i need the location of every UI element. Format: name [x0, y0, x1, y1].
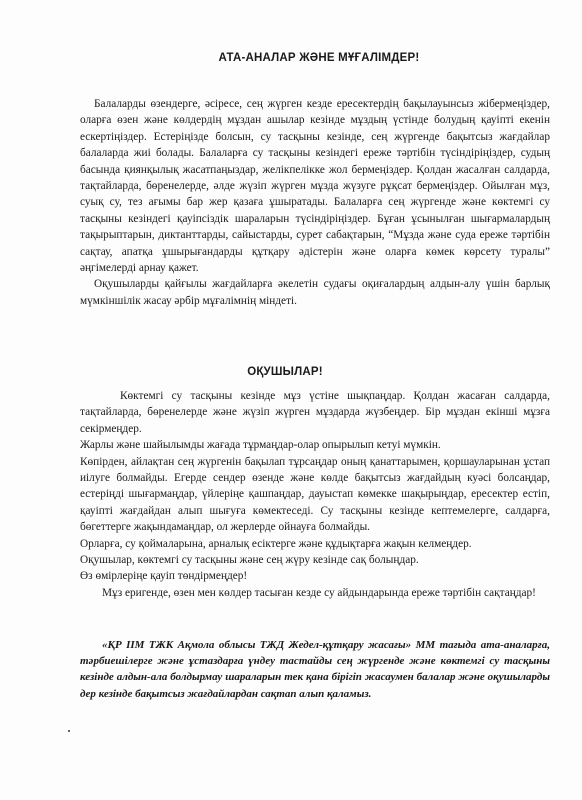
students-heading: ОҚУШЫЛАР!: [247, 366, 323, 378]
stray-mark: [68, 730, 70, 732]
students-text: [80, 388, 550, 601]
students-line-7: Мұз еригенде, өзен мен көлдер тасыған кезде су айдындарында ереже тәртібін сақтаңдар!: [102, 586, 536, 599]
students-line-6: Өз өмірлеріңе қауіп төндірмеңдер!: [80, 570, 248, 583]
students-line-5: Оқушылар, көктемгі су тасқыны және сең жүру кезінде сақ болыңдар.: [80, 554, 419, 567]
parents-teachers-text: [80, 96, 550, 309]
parents-teachers-heading: АТА-АНАЛАР ЖӘНЕ МҰҒАЛІМДЕР!: [218, 52, 420, 64]
students-line-4: Орларға, су қоймаларына, арналық есіктерге және құдықтарға жақын келмеңдер.: [80, 537, 472, 550]
parents-paragraph-1: Балаларды өзендерге, әсіресе, сең жүрген кезде ересектердің бақылауынсыз жібермеңіздер, оларға өзен және көлдердің мұздан ашылар кезінде мұздың үстінде болудың қауіпті екенін ескертіңіздер. Естеріңізде болсын, су тасқыны кезінде, сең жүргенде бақытсыз жағдайлар балаларда жиі болады. Балаларға су тасқыны кезіндегі ереже тәртібін түсіндіріңіздер, судың басында қиянқылық жасатпаңыздар, желікпелікке жол бермеңіздер. Қолдан жасалған салдарда, тақтайларда, бөренелерде, әлде жүзіп жүрген мұзда жүзуге рұқсат бермеңіздер. Ойылған мұз, суық су, тез ағымы бар жер қазаға ұшыратады. Балаларға сең жүргенде және көктемгі су тасқыны кезіндегі қауіпсіздік шараларын түсіндіріңіздер. Бұған ұсынылған шығармалардың тақырыптарын, диктанттарды, сайыстарды, сурет сабақтарын, “Мұзда және суда ереже тәртібін сақтау, апатқа ұшырығандарды құтқару әдістерін және оларға көмек көрсету туралы” әңгімелерді арнау қажет.: [80, 98, 550, 275]
footer-appeal: [80, 637, 550, 702]
footer-appeal-text: «ҚР ІІМ ТЖК Ақмола облысы ТЖД Жедел-құтқару жасағы» ММ тағыда ата-аналарға, тәрбиешілерге және ұстаздарға үндеу тастайды сең жүргенде және көктемгі су тасқыны кезінде алдын-ала болдырмау шараларын тек қана бірігіп жасаумен балалар және оқушыларды дер кезінде бақытсыз жағдайлардан сақтап алып қаламыз.: [80, 639, 550, 700]
parents-paragraph-2: Оқушыларды қайғылы жағдайларға әкелетін судағы оқиғалардың алдын-алу үшін барлық мүмкіншілік жасау әрбір мұғалімнің міндеті.: [80, 278, 550, 307]
students-line-3: Көпірден, айлақтан сең жүргенін бақылап тұрсаңдар оның қанаттарымен, қоршауларынан ұстап иілуге болмайды. Егерде сендер өзенде және көлде бақытсыз жағдайдың куәсі болсаңдар, естеріңді шығармаңдар, үйлеріңе қашпаңдар, дауыстап көмекке шақырыңдар, ересектер естіп, қауіпті жағдайдан алып шығуға көмектеседі. Су тасқыны кезінде кептемелерге, салдарға, бөгеттерге жақындамаңдар, ол жерлерде ойнауға болмайды.: [80, 455, 550, 534]
students-line-1: Көктемгі су тасқыны кезінде мұз үстіне шықпаңдар. Қолдан жасаған салдарда, тақтайларда, бөренелерде және жүзіп жүрген мұздарда жүзбеңдер. Бір мұздан екінші мұзға секірмеңдер.: [80, 390, 550, 435]
students-line-2: Жарлы және шайылымды жағада тұрмаңдар-олар опырылып кетуі мүмкін.: [80, 439, 441, 452]
